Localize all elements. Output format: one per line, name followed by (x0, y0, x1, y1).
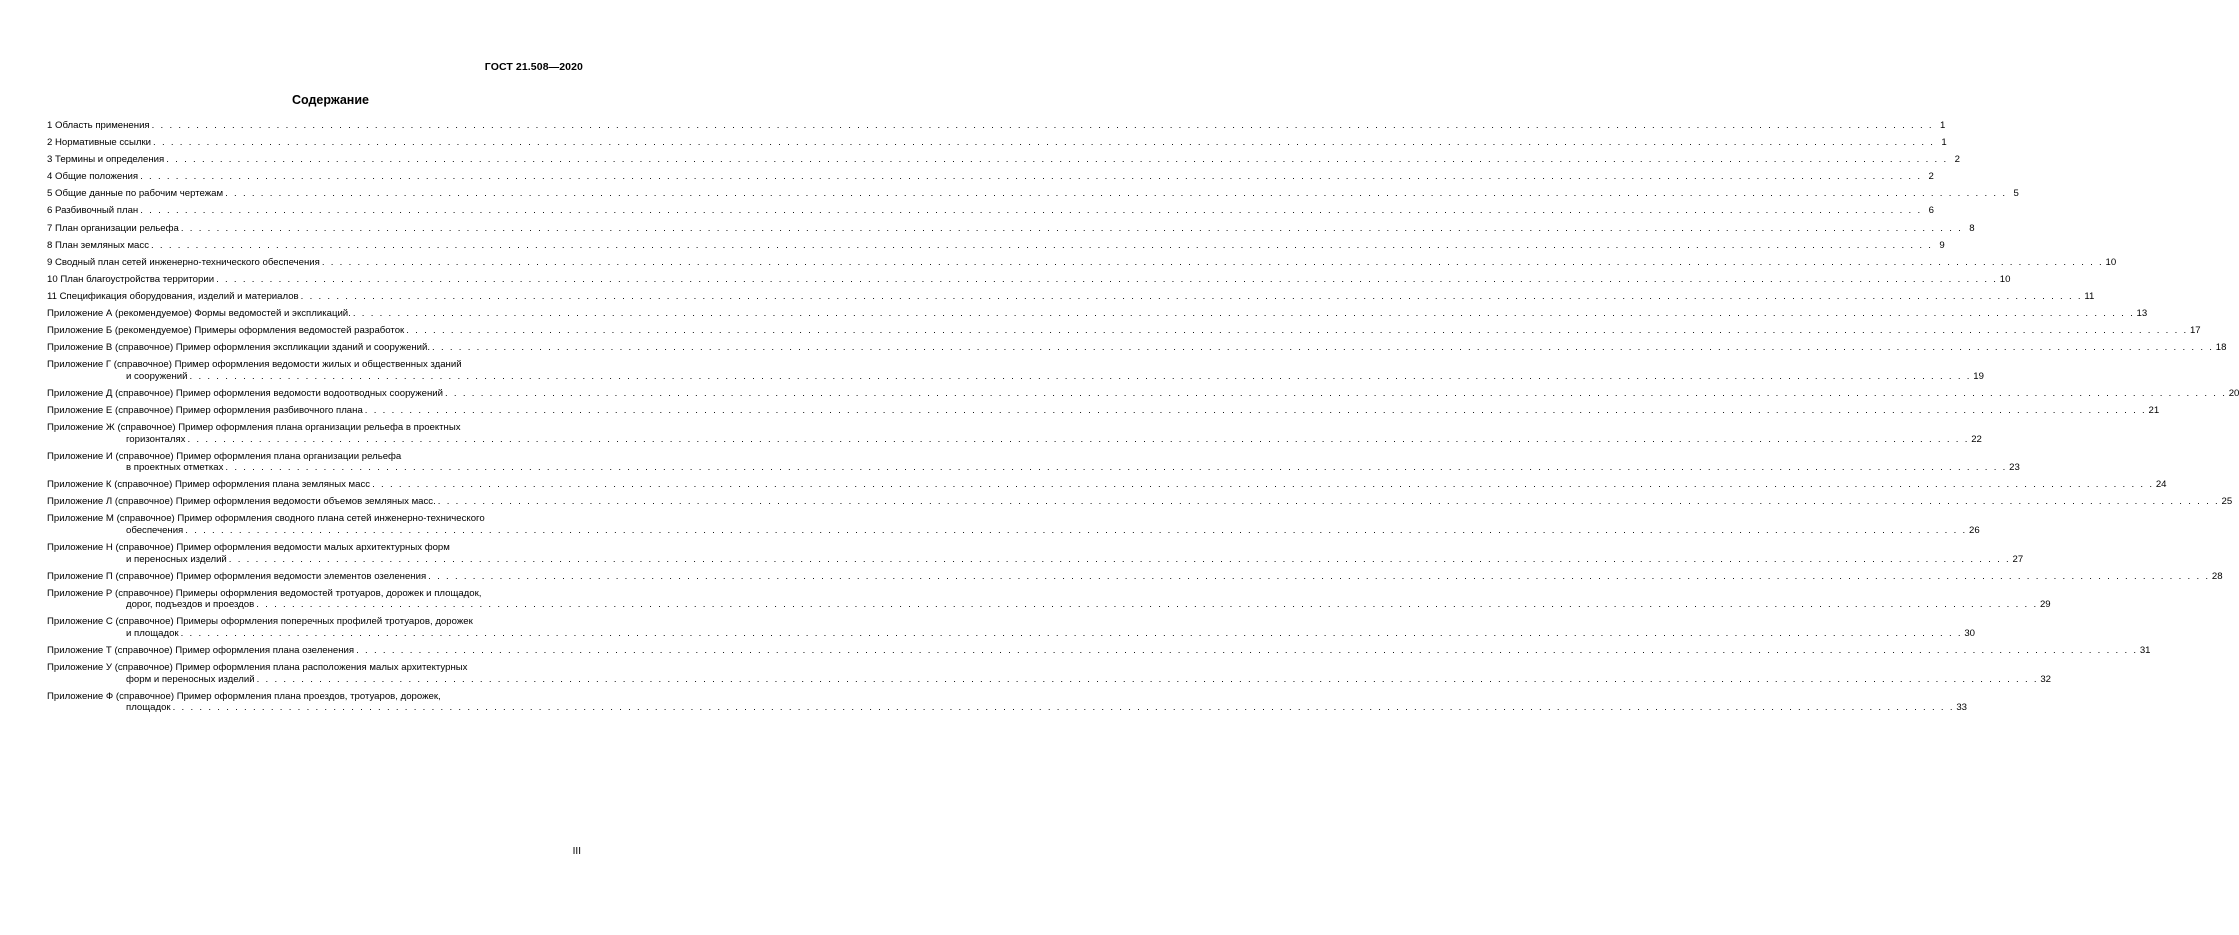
toc-entry-text: 3 Термины и определения (47, 154, 165, 166)
toc-entry[interactable] (47, 239, 1945, 252)
toc-entry-page: 31 (2139, 644, 2151, 656)
toc-entry[interactable] (47, 422, 1982, 445)
document-id: ГОСТ 21.508—2020 (484, 61, 583, 73)
toc-entry-text: Приложение Ж (справочное) Пример оформления плана организации рельефа в проектных (47, 422, 461, 434)
toc-entry-text: Приложение Д (справочное) Пример оформления ведомости водоотводных сооружений (47, 387, 443, 399)
toc-entry-page: 6 (1928, 205, 1934, 217)
dot-leader: . . . . . . . . . . . . . . . . . . . . . . . . . . . . . . . . . . . . . . . . . . . . . . . . . . . . . . . . . . . . . . . . . . . . . . . . . . . . . . . . . . . . . . . . . . . . . . . . . . . . . . . . . . . . . . . . . . . . . . . . . . . . . . . . . . . . . . . . . . . . . . . . . . . . . . . . . . . . . . . . . . . . . . . . . . . . . . . . . . . . . . . . . . . . . . . . . . . . . . . . (187, 433, 1970, 445)
toc-entry-page: 27 (2012, 553, 2024, 565)
toc-entry-text: и переносных изделий (126, 553, 227, 565)
toc-entry-page: 28 (2211, 570, 2223, 582)
toc-entry-text: и сооружений (126, 370, 188, 382)
toc-entry-text: Приложение Л (справочное) Пример оформления ведомости объемов земляных масс. (47, 496, 436, 508)
toc-entry[interactable] (47, 137, 1947, 149)
toc-entry-page: 10 (1999, 273, 2011, 285)
toc-entry-text: Приложение П (справочное) Пример оформления ведомости элементов озеленения (47, 570, 427, 582)
toc-entry[interactable] (47, 587, 2051, 611)
toc-entry[interactable] (47, 662, 2052, 685)
dot-leader: . . . . . . . . . . . . . . . . . . . . . . . . . . . . . . . . . . . . . . . . . . . . . . . . . . . . . . . . . . . . . . . . . . . . . . . . . . . . . . . . . . . . . . . . . . . . . . . . . . . . . . . . . . . . . . . . . . . . . . . . . . . . . . . . . . . . . . . . . . . . . . . . . . . . . . . . . . . . . . . . . . . . . . . . . . . . . . . . . . . . . . . . . . . . . . . . . . . . . . . . (356, 644, 2138, 656)
toc-entry-text: 4 Общие положения (47, 171, 139, 183)
dot-leader: . . . . . . . . . . . . . . . . . . . . . . . . . . . . . . . . . . . . . . . . . . . . . . . . . . . . . . . . . . . . . . . . . . . . . . . . . . . . . . . . . . . . . . . . . . . . . . . . . . . . . . . . . . . . . . . . . . . . . . . . . . . . . . . . . . . . . . . . . . . . . . . . . . . . . . . . . . . . . . . . . . . . . . . . . . . . . . . . . . . . . . . . . . . . . . . . . . . . . . . . (372, 479, 2154, 491)
toc-entry-text: Приложение Б (рекомендуемое) Примеры оформления ведомостей разработок (47, 325, 405, 337)
dot-leader: . . . . . . . . . . . . . . . . . . . . . . . . . . . . . . . . . . . . . . . . . . . . . . . . . . . . . . . . . . . . . . . . . . . . . . . . . . . . . . . . . . . . . . . . . . . . . . . . . . . . . . . . . . . . . . . . . . . . . . . . . . . . . . . . . . . . . . . . . . . . . . . . . . . . . . . . . . . . . . . . . . . . . . . . . . . . . . . . . . . . . . . . . . . . . . . . . . . . . . . . (437, 496, 2220, 508)
toc-entry[interactable] (47, 154, 1960, 166)
toc-entry-text: Приложение В (справочное) Пример оформления экспликации зданий и сооружений. (47, 342, 431, 354)
dot-leader: . . . . . . . . . . . . . . . . . . . . . . . . . . . . . . . . . . . . . . . . . . . . . . . . . . . . . . . . . . . . . . . . . . . . . . . . . . . . . . . . . . . . . . . . . . . . . . . . . . . . . . . . . . . . . . . . . . . . . . . . . . . . . . . . . . . . . . . . . . . . . . . . . . . . . . . . . . . . . . . . . . . . . . . . . . . . . . . . . . . . . . . . . . . . . . . . . . . . . . . . (256, 673, 2039, 685)
dot-leader: . . . . . . . . . . . . . . . . . . . . . . . . . . . . . . . . . . . . . . . . . . . . . . . . . . . . . . . . . . . . . . . . . . . . . . . . . . . . . . . . . . . . . . . . . . . . . . . . . . . . . . . . . . . . . . . . . . . . . . . . . . . . . . . . . . . . . . . . . . . . . . . . . . . . . . . . . . . . . . . . . . . . . . . . . . . . . . . . . . . . . . . . . . . . . . . . . . . . . . . . (256, 599, 2038, 611)
toc-entry-text: обеспечения (126, 524, 184, 536)
toc-entry-text: Приложение К (справочное) Пример оформления плана земляных масс (47, 479, 371, 491)
toc-entry-page: 5 (2013, 188, 2019, 200)
toc-entry-page: 9 (1939, 239, 1945, 251)
dot-leader: . . . . . . . . . . . . . . . . . . . . . . . . . . . . . . . . . . . . . . . . . . . . . . . . . . . . . . . . . . . . . . . . . . . . . . . . . . . . . . . . . . . . . . . . . . . . . . . . . . . . . . . . . . . . . . . . . . . . . . . . . . . . . . . . . . . . . . . . . . . . . . . . . . . . . . . . . . . . . . . . . . . . . . . . . . . . . . . . . . . . . . . . . . . . . . . . . . . . . . . . (406, 325, 2188, 337)
toc-entry-text: Приложение Е (справочное) Пример оформления разбивочного плана (47, 405, 363, 416)
toc-entry-page: 29 (2039, 599, 2051, 611)
dot-leader: . . . . . . . . . . . . . . . . . . . . . . . . . . . . . . . . . . . . . . . . . . . . . . . . . . . . . . . . . . . . . . . . . . . . . . . . . . . . . . . . . . . . . . . . . . . . . . . . . . . . . . . . . . . . . . . . . . . . . . . . . . . . . . . . . . . . . . . . . . . . . . . . . . . . . . . . . . . . . . . . . . . . . . . . . . . . . . . . . . . . . . . . . . . . . . . . . . . . . . . . (140, 205, 1922, 217)
toc-entry[interactable] (47, 570, 2223, 583)
dot-leader: . . . . . . . . . . . . . . . . . . . . . . . . . . . . . . . . . . . . . . . . . . . . . . . . . . . . . . . . . . . . . . . . . . . . . . . . . . . . . . . . . . . . . . . . . . . . . . . . . . . . . . . . . . . . . . . . . . . . . . . . . . . . . . . . . . . . . . . . . . . . . . . . . . . . . . . . . . . . . . . . . . . . . . . . . . . . . . . . . . . . . . . . . . . . . . . . . . . . . . . . (428, 570, 2210, 582)
toc-entry-page: 32 (2040, 673, 2052, 685)
toc-entry-text: 2 Нормативные ссылки (47, 137, 152, 149)
dot-leader: . . . . . . . . . . . . . . . . . . . . . . . . . . . . . . . . . . . . . . . . . . . . . . . . . . . . . . . . . . . . . . . . . . . . . . . . . . . . . . . . . . . . . . . . . . . . . . . . . . . . . . . . . . . . . . . . . . . . . . . . . . . . . . . . . . . . . . . . . . . . . . . . . . . . . . . . . . . . . . . . . . . . . . . . . . . . . . . . . . . . . . . . . . . . . . . . . . . . . . . . (140, 171, 1922, 183)
toc-title: Содержание (291, 93, 369, 107)
toc-entry[interactable] (47, 273, 2011, 286)
toc-entry-text: Приложение М (справочное) Пример оформления сводного плана сетей инженерно-технического (47, 513, 485, 525)
dot-leader: . . . . . . . . . . . . . . . . . . . . . . . . . . . . . . . . . . . . . . . . . . . . . . . . . . . . . . . . . . . . . . . . . . . . . . . . . . . . . . . . . . . . . . . . . . . . . . . . . . . . . . . . . . . . . . . . . . . . . . . . . . . . . . . . . . . . . . . . . . . . . . . . . . . . . . . . . . . . . . . . . . . . . . . . . . . . . . . . . . . . . . . . . . . . . . . . . . . . . . . . (180, 627, 1963, 639)
toc-entry-text: 8 План земляных масс (47, 239, 149, 251)
dot-leader: . . . . . . . . . . . . . . . . . . . . . . . . . . . . . . . . . . . . . . . . . . . . . . . . . . . . . . . . . . . . . . . . . . . . . . . . . . . . . . . . . . . . . . . . . . . . . . . . . . . . . . . . . . . . . . . . . . . . . . . . . . . . . . . . . . . . . . . . . . . . . . . . . . . . . . . . . . . . . . . . . . . . . . . . . . . . . . . . . . . . . . . . . . . . . . . . . . . . . . . . (151, 239, 1933, 251)
toc-entry-text: 9 Сводный план сетей инженерно-технического обеспечения (47, 256, 320, 268)
dot-leader: . . . . . . . . . . . . . . . . . . . . . . . . . . . . . . . . . . . . . . . . . . . . . . . . . . . . . . . . . . . . . . . . . . . . . . . . . . . . . . . . . . . . . . . . . . . . . . . . . . . . . . . . . . . . . . . . . . . . . . . . . . . . . . . . . . . . . . . . . . . . . . . . . . . . . . . . . . . . . . . . . . . . . . . . . . . . . . . . . . . . . . . . . . . . . . . . . . . . . . . . (151, 120, 1934, 131)
toc-entry-text: и площадок (126, 627, 179, 639)
toc-entry-text: 10 План благоустройства территории (47, 273, 215, 285)
toc-entry[interactable] (47, 171, 1934, 183)
dot-leader: . . . . . . . . . . . . . . . . . . . . . . . . . . . . . . . . . . . . . . . . . . . . . . . . . . . . . . . . . . . . . . . . . . . . . . . . . . . . . . . . . . . . . . . . . . . . . . . . . . . . . . . . . . . . . . . . . . . . . . . . . . . . . . . . . . . . . . . . . . . . . . . . . . . . . . . . . . . . . . . . . . . . . . . . . . . . . . . . . . . . . . . . . . . . . . . . . . . . . . . . (189, 370, 1972, 382)
toc-entry[interactable] (47, 342, 2227, 354)
dot-leader: . . . . . . . . . . . . . . . . . . . . . . . . . . . . . . . . . . . . . . . . . . . . . . . . . . . . . . . . . . . . . . . . . . . . . . . . . . . . . . . . . . . . . . . . . . . . . . . . . . . . . . . . . . . . . . . . . . . . . . . . . . . . . . . . . . . . . . . . . . . . . . . . . . . . . . . . . . . . . . . . . . . . . . . . . . . . . . . . . . . . . . . . . . . . . . . . . . . . . . . . (300, 290, 2083, 302)
toc-entry-page: 21 (2148, 405, 2160, 416)
toc-entry-page: 30 (1964, 627, 1976, 639)
toc-entry-text: Приложение Г (справочное) Пример оформления ведомости жилых и общественных зданий (47, 359, 462, 371)
toc-entry[interactable] (47, 690, 1967, 714)
toc-entry-page: 10 (2105, 256, 2117, 268)
toc-entry-page: 24 (2155, 479, 2167, 491)
toc-entry-page: 2 (1954, 154, 1960, 166)
dot-leader: . . . . . . . . . . . . . . . . . . . . . . . . . . . . . . . . . . . . . . . . . . . . . . . . . . . . . . . . . . . . . . . . . . . . . . . . . . . . . . . . . . . . . . . . . . . . . . . . . . . . . . . . . . . . . . . . . . . . . . . . . . . . . . . . . . . . . . . . . . . . . . . . . . . . . . . . . . . . . . . . . . . . . . . . . . . . . . . . . . . . . . . . . . . . . . . . . . . . . . . . (225, 188, 2007, 200)
toc-entry[interactable] (47, 256, 2117, 269)
toc-entry[interactable] (47, 205, 1934, 217)
toc-entry-text: Приложение У (справочное) Пример оформления плана расположения малых архитектурных (47, 662, 468, 674)
toc-entry[interactable] (47, 496, 2233, 508)
toc-entry-text: 1 Область применения (47, 120, 150, 131)
toc-entry[interactable] (47, 616, 1976, 639)
toc-entry-text: 7 План организации рельефа (47, 222, 179, 234)
toc-entry[interactable] (47, 325, 2201, 337)
toc-entry[interactable] (47, 513, 1980, 536)
toc-entry[interactable] (47, 222, 1975, 235)
toc-entry-page: 33 (1956, 702, 1967, 714)
dot-leader: . . . . . . . . . . . . . . . . . . . . . . . . . . . . . . . . . . . . . . . . . . . . . . . . . . . . . . . . . . . . . . . . . . . . . . . . . . . . . . . . . . . . . . . . . . . . . . . . . . . . . . . . . . . . . . . . . . . . . . . . . . . . . . . . . . . . . . . . . . . . . . . . . . . . . . . . . . . . . . . . . . . . . . . . . . . . . . . . . . . . . . . . . . . . . . . . . . . . . . . . (166, 154, 1948, 166)
toc-entry[interactable] (47, 405, 2160, 417)
toc-entry[interactable] (47, 188, 2019, 200)
dot-leader: . . . . . . . . . . . . . . . . . . . . . . . . . . . . . . . . . . . . . . . . . . . . . . . . . . . . . . . . . . . . . . . . . . . . . . . . . . . . . . . . . . . . . . . . . . . . . . . . . . . . . . . . . . . . . . . . . . . . . . . . . . . . . . . . . . . . . . . . . . . . . . . . . . . . . . . . . . . . . . . . . . . . . . . . . . . . . . . . . . . . . . . . . . . . . . . . . . . . . . . . (444, 387, 2227, 399)
toc-entry-text: 6 Разбивочный план (47, 205, 139, 217)
dot-leader: . . . . . . . . . . . . . . . . . . . . . . . . . . . . . . . . . . . . . . . . . . . . . . . . . . . . . . . . . . . . . . . . . . . . . . . . . . . . . . . . . . . . . . . . . . . . . . . . . . . . . . . . . . . . . . . . . . . . . . . . . . . . . . . . . . . . . . . . . . . . . . . . . . . . . . . . . . . . . . . . . . . . . . . . . . . . . . . . . . . . . . . . . . . . . . . . . . . . . . . . (321, 256, 2104, 268)
toc-entry-page: 23 (2009, 462, 2020, 474)
toc-entry-page: 26 (1968, 524, 1980, 536)
toc-entry-page: 17 (2189, 325, 2201, 337)
toc-entry-page: 13 (2136, 308, 2148, 320)
toc-entry[interactable] (47, 290, 2095, 303)
dot-leader: . . . . . . . . . . . . . . . . . . . . . . . . . . . . . . . . . . . . . . . . . . . . . . . . . . . . . . . . . . . . . . . . . . . . . . . . . . . . . . . . . . . . . . . . . . . . . . . . . . . . . . . . . . . . . . . . . . . . . . . . . . . . . . . . . . . . . . . . . . . . . . . . . . . . . . . . . . . . . . . . . . . . . . . . . . . . . . . . . . . . . . . . . . . . . . . . . . . . . . . . (216, 273, 1998, 285)
page-number: III (572, 846, 581, 857)
toc-entry[interactable] (47, 359, 1984, 382)
toc-entry-page: 2 (1928, 171, 1934, 183)
toc-entry-page: 20 (2228, 387, 2239, 399)
toc-entry-page: 19 (1973, 370, 1984, 382)
toc-entry-text: Приложение Ф (справочное) Пример оформления плана проездов, тротуаров, дорожек, (47, 690, 441, 702)
toc-entry[interactable] (47, 479, 2167, 491)
toc-entry[interactable] (47, 387, 2239, 400)
toc-entry-page: 1 (1941, 137, 1947, 149)
toc-entry[interactable] (47, 644, 2151, 657)
dot-leader: . . . . . . . . . . . . . . . . . . . . . . . . . . . . . . . . . . . . . . . . . . . . . . . . . . . . . . . . . . . . . . . . . . . . . . . . . . . . . . . . . . . . . . . . . . . . . . . . . . . . . . . . . . . . . . . . . . . . . . . . . . . . . . . . . . . . . . . . . . . . . . . . . . . . . . . . . . . . . . . . . . . . . . . . . . . . . . . . . . . . . . . . . . . . . . . . . . . . . . . . (225, 462, 2008, 474)
toc-entry[interactable] (47, 308, 2148, 320)
toc-entry-text: в проектных отметках (126, 462, 224, 474)
table-of-contents (47, 120, 2239, 719)
toc-entry-text: Приложение А (рекомендуемое) Формы ведомостей и экспликаций. (47, 308, 351, 320)
toc-entry-text: Приложение Р (справочное) Примеры оформления ведомостей тротуаров, дорожек и площадок, (47, 587, 482, 599)
dot-leader: . . . . . . . . . . . . . . . . . . . . . . . . . . . . . . . . . . . . . . . . . . . . . . . . . . . . . . . . . . . . . . . . . . . . . . . . . . . . . . . . . . . . . . . . . . . . . . . . . . . . . . . . . . . . . . . . . . . . . . . . . . . . . . . . . . . . . . . . . . . . . . . . . . . . . . . . . . . . . . . . . . . . . . . . . . . . . . . . . . . . . . . . . . . . . . . . . . . . . . . . (352, 308, 2135, 320)
toc-entry-text: Приложение И (справочное) Пример оформления плана организации рельефа (47, 450, 402, 462)
toc-entry-text: Приложение С (справочное) Примеры оформления поперечных профилей тротуаров, дорожек (47, 616, 473, 628)
dot-leader: . . . . . . . . . . . . . . . . . . . . . . . . . . . . . . . . . . . . . . . . . . . . . . . . . . . . . . . . . . . . . . . . . . . . . . . . . . . . . . . . . . . . . . . . . . . . . . . . . . . . . . . . . . . . . . . . . . . . . . . . . . . . . . . . . . . . . . . . . . . . . . . . . . . . . . . . . . . . . . . . . . . . . . . . . . . . . . . . . . . . . . . . . . . . . . . . . . . . . . . . (153, 137, 1935, 149)
toc-entry-text: 11 Спецификация оборудования, изделий и материалов (47, 290, 299, 302)
toc-entry-text: площадок (126, 702, 171, 714)
toc-entry-text: форм и переносных изделий (126, 673, 255, 685)
toc-entry-text: 5 Общие данные по рабочим чертежам (47, 188, 224, 200)
dot-leader: . . . . . . . . . . . . . . . . . . . . . . . . . . . . . . . . . . . . . . . . . . . . . . . . . . . . . . . . . . . . . . . . . . . . . . . . . . . . . . . . . . . . . . . . . . . . . . . . . . . . . . . . . . . . . . . . . . . . . . . . . . . . . . . . . . . . . . . . . . . . . . . . . . . . . . . . . . . . . . . . . . . . . . . . . . . . . . . . . . . . . . . . . . . . . . . . . . . . . . . . (180, 222, 1963, 234)
dot-leader: . . . . . . . . . . . . . . . . . . . . . . . . . . . . . . . . . . . . . . . . . . . . . . . . . . . . . . . . . . . . . . . . . . . . . . . . . . . . . . . . . . . . . . . . . . . . . . . . . . . . . . . . . . . . . . . . . . . . . . . . . . . . . . . . . . . . . . . . . . . . . . . . . . . . . . . . . . . . . . . . . . . . . . . . . . . . . . . . . . . . . . . . . . . . . . . . . . . . . . . . (172, 702, 1955, 714)
toc-entry-page: 8 (1969, 222, 1975, 234)
toc-entry-page: 1 (1940, 120, 1946, 131)
toc-entry-text: дорог, подъездов и проездов (126, 599, 255, 611)
dot-leader: . . . . . . . . . . . . . . . . . . . . . . . . . . . . . . . . . . . . . . . . . . . . . . . . . . . . . . . . . . . . . . . . . . . . . . . . . . . . . . . . . . . . . . . . . . . . . . . . . . . . . . . . . . . . . . . . . . . . . . . . . . . . . . . . . . . . . . . . . . . . . . . . . . . . . . . . . . . . . . . . . . . . . . . . . . . . . . . . . . . . . . . . . . . . . . . . . . . . . . . . (185, 524, 1967, 536)
toc-entry[interactable] (47, 120, 1946, 132)
dot-leader: . . . . . . . . . . . . . . . . . . . . . . . . . . . . . . . . . . . . . . . . . . . . . . . . . . . . . . . . . . . . . . . . . . . . . . . . . . . . . . . . . . . . . . . . . . . . . . . . . . . . . . . . . . . . . . . . . . . . . . . . . . . . . . . . . . . . . . . . . . . . . . . . . . . . . . . . . . . . . . . . . . . . . . . . . . . . . . . . . . . . . . . . . . . . . . . . . . . . . . . . (228, 553, 2011, 565)
toc-entry[interactable] (47, 542, 2024, 565)
toc-entry-page: 11 (2084, 290, 2095, 302)
toc-entry-page: 25 (2221, 496, 2233, 508)
toc-entry[interactable] (47, 450, 2020, 474)
dot-leader: . . . . . . . . . . . . . . . . . . . . . . . . . . . . . . . . . . . . . . . . . . . . . . . . . . . . . . . . . . . . . . . . . . . . . . . . . . . . . . . . . . . . . . . . . . . . . . . . . . . . . . . . . . . . . . . . . . . . . . . . . . . . . . . . . . . . . . . . . . . . . . . . . . . . . . . . . . . . . . . . . . . . . . . . . . . . . . . . . . . . . . . . . . . . . . . . . . . . . . . . (432, 342, 2214, 354)
toc-entry-page: 22 (1971, 433, 1982, 445)
toc-entry-text: Приложение Н (справочное) Пример оформления ведомости малых архитектурных форм (47, 542, 450, 554)
toc-entry-page: 18 (2215, 342, 2227, 354)
toc-entry-text: горизонталях (126, 433, 186, 445)
dot-leader: . . . . . . . . . . . . . . . . . . . . . . . . . . . . . . . . . . . . . . . . . . . . . . . . . . . . . . . . . . . . . . . . . . . . . . . . . . . . . . . . . . . . . . . . . . . . . . . . . . . . . . . . . . . . . . . . . . . . . . . . . . . . . . . . . . . . . . . . . . . . . . . . . . . . . . . . . . . . . . . . . . . . . . . . . . . . . . . . . . . . . . . . . . . . . . . . . . . . . . . . (364, 405, 2147, 416)
toc-entry-text: Приложение Т (справочное) Пример оформления плана озеленения (47, 644, 355, 656)
